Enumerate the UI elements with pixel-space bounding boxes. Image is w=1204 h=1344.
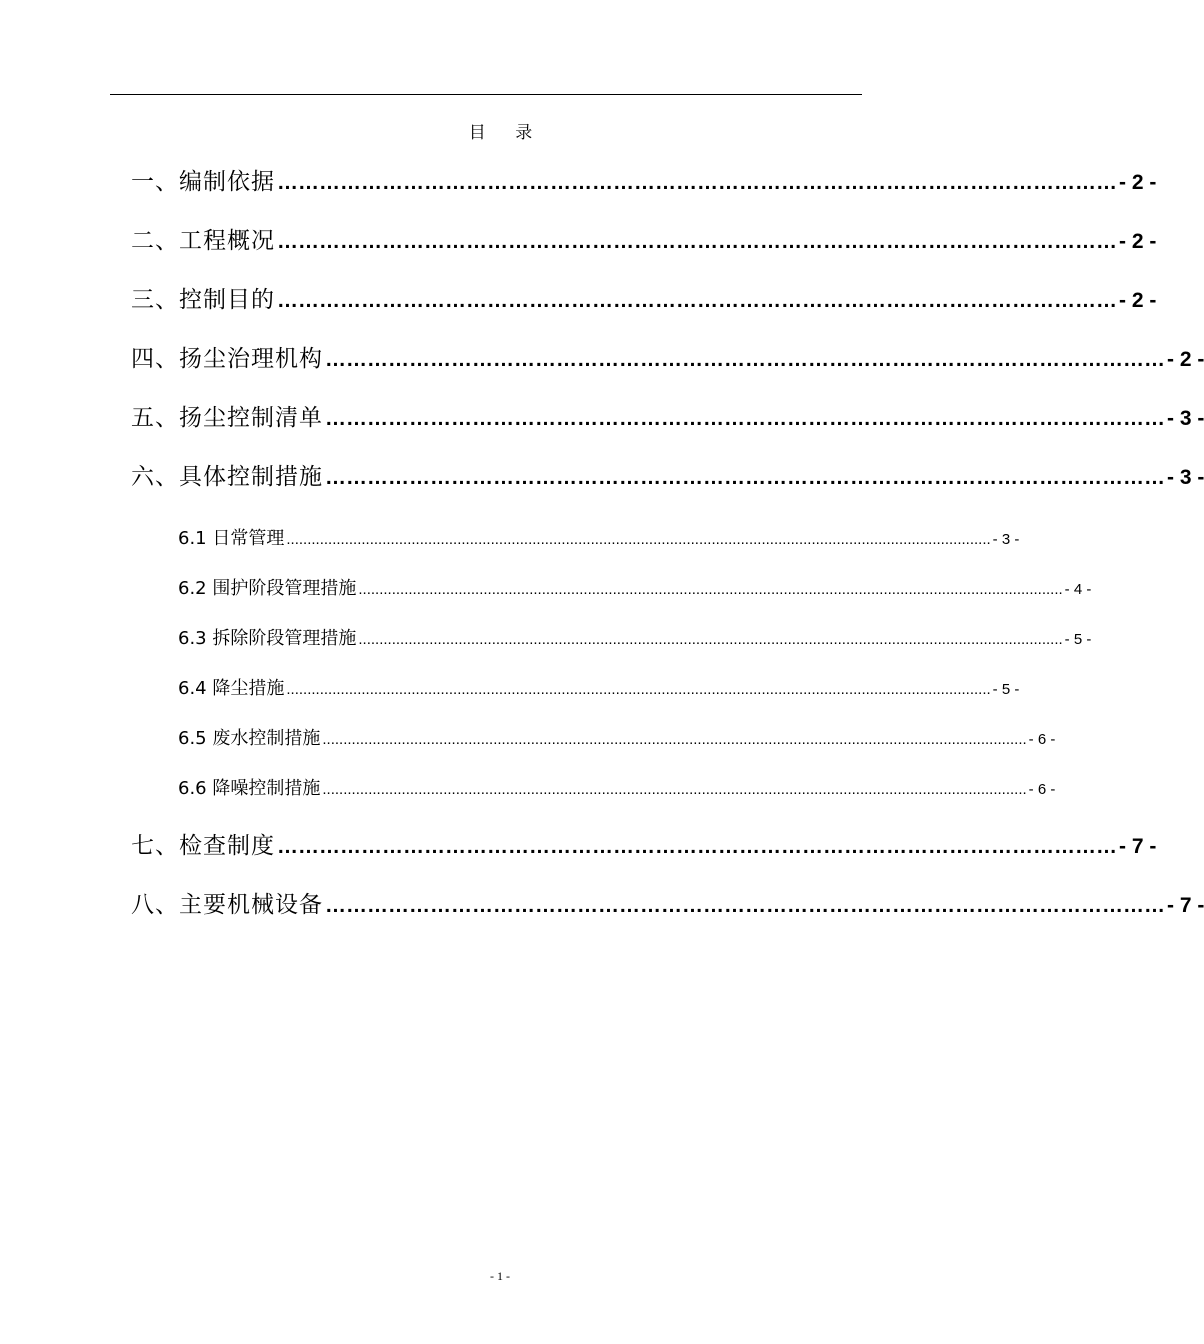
toc-subentry[interactable] <box>178 674 1020 704</box>
toc-entry-page: - 2 - <box>1167 348 1204 371</box>
toc-entry-label: 6.6 降噪控制措施 <box>178 778 321 799</box>
toc-entry[interactable] <box>131 222 1157 262</box>
toc-leader-dots: ………………………………………………………………………………………………………… <box>325 348 1165 371</box>
toc-leader-dots: ......................................................................................................................................................................... <box>358 631 1063 648</box>
toc-subentry[interactable] <box>178 524 1020 554</box>
toc-entry-label: 二、工程概况 <box>131 228 275 254</box>
toc-entry-page: - 3 - <box>1167 407 1204 430</box>
toc-entry-page: - 6 - <box>1028 781 1056 798</box>
toc-entry[interactable] <box>131 163 1157 203</box>
toc-leader-dots: ......................................................................................................................................................................... <box>322 781 1027 798</box>
toc-entry-page: - 7 - <box>1167 894 1204 917</box>
toc-entry-label: 七、检查制度 <box>131 833 275 859</box>
toc-entry[interactable] <box>131 827 1157 867</box>
toc-entry-page: - 4 - <box>1064 581 1092 598</box>
toc-leader-dots: ………………………………………………………………………………………………………… <box>325 894 1165 917</box>
toc-entry-label: 6.2 围护阶段管理措施 <box>178 578 357 599</box>
toc-entry-page: - 3 - <box>1167 466 1204 489</box>
toc-subentry[interactable] <box>178 624 1092 654</box>
toc-leader-dots: ......................................................................................................................................................................... <box>358 581 1063 598</box>
toc-entry-page: - 5 - <box>1064 631 1092 648</box>
toc-leader-dots: ………………………………………………………………………………………………………… <box>277 230 1117 253</box>
toc-leader-dots: ………………………………………………………………………………………………………… <box>277 835 1117 858</box>
toc-entry[interactable] <box>131 340 1204 380</box>
toc-entry-label: 五、扬尘控制清单 <box>131 405 323 431</box>
toc-entry-label: 四、扬尘治理机构 <box>131 346 323 372</box>
toc-entry[interactable] <box>131 281 1157 321</box>
toc-entry[interactable] <box>131 458 1204 498</box>
toc-entry-label: 6.5 废水控制措施 <box>178 728 321 749</box>
header-rule <box>110 94 862 95</box>
toc-entry[interactable] <box>131 399 1204 439</box>
toc-leader-dots: ………………………………………………………………………………………………………… <box>325 466 1165 489</box>
toc-leader-dots: ......................................................................................................................................................................... <box>286 681 991 698</box>
toc-entry-label: 一、编制依据 <box>131 169 275 195</box>
toc-leader-dots: ......................................................................................................................................................................... <box>286 531 991 548</box>
toc-leader-dots: ......................................................................................................................................................................... <box>322 731 1027 748</box>
toc-entry[interactable] <box>131 886 1204 926</box>
toc-entry-label: 八、主要机械设备 <box>131 892 323 918</box>
toc-entry-page: - 2 - <box>1119 230 1157 253</box>
toc-leader-dots: ………………………………………………………………………………………………………… <box>325 407 1165 430</box>
toc-entry-page: - 2 - <box>1119 171 1157 194</box>
toc-leader-dots: ………………………………………………………………………………………………………… <box>277 171 1117 194</box>
toc-entry-page: - 7 - <box>1119 835 1157 858</box>
toc-entry-page: - 5 - <box>992 681 1020 698</box>
toc-subentry[interactable] <box>178 774 1056 804</box>
toc-entry-page: - 3 - <box>992 531 1020 548</box>
toc-entry-page: - 6 - <box>1028 731 1056 748</box>
toc-subentry[interactable] <box>178 574 1092 604</box>
toc-entry-label: 六、具体控制措施 <box>131 464 323 490</box>
toc-entry-label: 6.3 拆除阶段管理措施 <box>178 628 357 649</box>
toc-leader-dots: ………………………………………………………………………………………………………… <box>277 289 1117 312</box>
toc-entry-label: 6.1 日常管理 <box>178 528 285 549</box>
toc-entry-page: - 2 - <box>1119 289 1157 312</box>
toc-title: 目 录 <box>468 123 545 143</box>
page-number: - 1 - <box>490 1269 510 1283</box>
toc-entry-label: 6.4 降尘措施 <box>178 678 285 699</box>
toc-entry-label: 三、控制目的 <box>131 287 275 313</box>
toc-subentry[interactable] <box>178 724 1056 754</box>
